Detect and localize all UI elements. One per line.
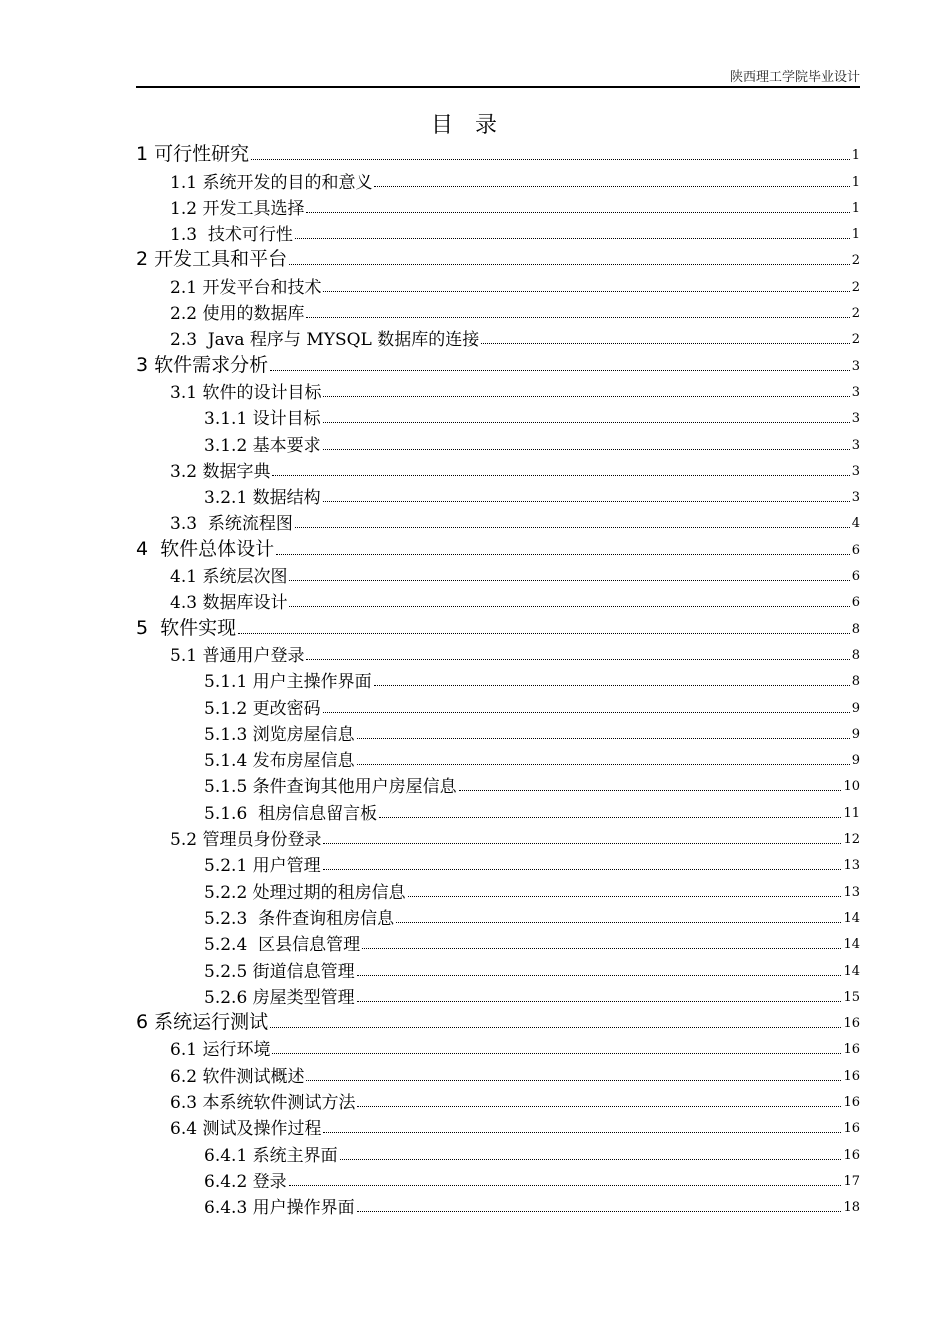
dot-leader	[295, 527, 850, 528]
toc-entry-page: 17	[843, 1173, 860, 1189]
toc-entry-page: 8	[851, 647, 860, 663]
toc-entry-page: 16	[843, 1068, 860, 1084]
toc-entry-title: 5.1.5 条件查询其他用户房屋信息	[204, 777, 457, 798]
toc-entry-title: 1.3 技术可行性	[170, 225, 293, 246]
toc-entry[interactable]	[136, 561, 860, 587]
dot-leader	[306, 1080, 841, 1081]
dot-leader	[323, 501, 850, 502]
toc-entry-page: 16	[843, 1016, 860, 1032]
toc-entry-page: 2	[851, 253, 860, 269]
toc-entry-page: 2	[851, 279, 860, 295]
toc-entry[interactable]	[136, 403, 860, 429]
dot-leader	[379, 817, 841, 818]
dot-leader	[323, 396, 849, 397]
toc-entry[interactable]	[136, 219, 860, 245]
toc-entry-page: 9	[851, 753, 860, 769]
dot-leader	[272, 1053, 841, 1054]
toc-entry-title: 1.1 系统开发的目的和意义	[170, 172, 373, 193]
dot-leader	[323, 449, 850, 450]
toc-entry-title: 1.2 开发工具选择	[170, 198, 305, 219]
toc-entry-page: 16	[843, 1094, 860, 1110]
dot-leader	[306, 212, 849, 213]
toc-entry-title: 6 系统运行测试	[136, 1011, 269, 1034]
toc-entry-title: 4.3 数据库设计	[170, 593, 288, 614]
toc-entry-title: 6.2 软件测试概述	[170, 1066, 305, 1087]
toc-entry-page: 13	[843, 884, 860, 900]
dot-leader	[408, 896, 842, 897]
toc-entry-title: 5.1.4 发布房屋信息	[204, 751, 355, 772]
dot-leader	[396, 922, 841, 923]
dot-leader	[289, 580, 849, 581]
toc-entry-title: 6.3 本系统软件测试方法	[170, 1092, 356, 1113]
toc-entry-title: 5.2.3 条件查询租房信息	[204, 908, 395, 929]
toc-entry-page: 3	[851, 358, 860, 374]
toc-entry-title: 4 软件总体设计	[136, 537, 275, 560]
toc-entry-title: 3.1 软件的设计目标	[170, 382, 322, 403]
toc-entry-title: 5.2.5 街道信息管理	[204, 961, 355, 982]
toc-entry[interactable]	[136, 955, 860, 981]
dot-leader	[323, 843, 841, 844]
dot-leader	[481, 343, 849, 344]
toc-entry[interactable]	[136, 587, 860, 613]
toc-entry[interactable]	[136, 1034, 860, 1060]
dot-leader	[357, 1211, 842, 1212]
toc-entry[interactable]	[136, 982, 860, 1008]
dot-leader	[323, 422, 850, 423]
toc-entry-page: 6	[851, 595, 860, 611]
toc-entry-title: 5.1.6 租房信息留言板	[204, 803, 378, 824]
toc-title: 目录	[430, 113, 519, 138]
toc-entry[interactable]	[136, 692, 860, 718]
toc-entry[interactable]	[136, 534, 860, 560]
toc-entry-title: 6.1 运行环境	[170, 1040, 271, 1061]
dot-leader	[295, 238, 850, 239]
toc-entry-page: 9	[851, 700, 860, 716]
toc-entry-page: 6	[851, 542, 860, 558]
toc-entry-title: 6.4.2 登录	[204, 1171, 287, 1192]
toc-entry[interactable]	[136, 903, 860, 929]
toc-entry-page: 3	[851, 411, 860, 427]
table-of-contents	[136, 140, 860, 1218]
header-rule	[136, 86, 860, 88]
toc-entry-page: 2	[851, 306, 860, 322]
toc-entry[interactable]	[136, 1113, 860, 1139]
toc-entry-page: 4	[851, 516, 860, 532]
dot-leader	[357, 738, 850, 739]
toc-entry-title: 5.1.3 浏览房屋信息	[204, 724, 355, 745]
toc-entry[interactable]	[136, 771, 860, 797]
dot-leader	[289, 264, 850, 265]
toc-entry-title: 3.1.2 基本要求	[204, 435, 321, 456]
toc-entry[interactable]	[136, 193, 860, 219]
toc-entry-title: 5.2.1 用户管理	[204, 856, 321, 877]
toc-entry-page: 11	[843, 805, 860, 821]
dot-leader	[272, 475, 849, 476]
dot-leader	[323, 1132, 841, 1133]
dot-leader	[459, 790, 842, 791]
toc-entry[interactable]	[136, 429, 860, 455]
toc-entry-title: 4.1 系统层次图	[170, 567, 288, 588]
dot-leader	[357, 975, 842, 976]
toc-entry-page: 9	[851, 726, 860, 742]
toc-entry[interactable]	[136, 298, 860, 324]
toc-entry-title: 6.4.1 系统主界面	[204, 1145, 338, 1166]
dot-leader	[357, 1001, 842, 1002]
toc-entry-title: 5.1.1 用户主操作界面	[204, 672, 372, 693]
toc-entry[interactable]	[136, 245, 860, 271]
toc-entry-title: 3 软件需求分析	[136, 353, 269, 376]
dot-leader	[238, 633, 850, 634]
toc-entry-page: 3	[851, 490, 860, 506]
dot-leader	[289, 606, 849, 607]
toc-entry-title: 5.1.2 更改密码	[204, 698, 321, 719]
toc-entry-title: 3.2.1 数据结构	[204, 488, 321, 509]
toc-entry[interactable]	[136, 140, 860, 166]
dot-leader	[374, 685, 850, 686]
toc-entry-page: 8	[851, 674, 860, 690]
toc-entry-page: 18	[843, 1200, 860, 1216]
dot-leader	[251, 159, 850, 160]
toc-entry[interactable]	[136, 350, 860, 376]
toc-entry-title: 2.1 开发平台和技术	[170, 277, 322, 298]
dot-leader	[323, 712, 850, 713]
toc-entry-page: 12	[843, 832, 860, 848]
toc-entry-page: 6	[851, 569, 860, 585]
toc-entry[interactable]	[136, 1060, 860, 1086]
toc-entry-page: 3	[851, 437, 860, 453]
toc-entry-title: 6.4.3 用户操作界面	[204, 1198, 355, 1219]
dot-leader	[323, 291, 849, 292]
toc-entry-page: 14	[843, 963, 860, 979]
toc-entry-title: 2 开发工具和平台	[136, 248, 288, 271]
toc-entry-page: 8	[851, 621, 860, 637]
toc-entry[interactable]	[136, 1087, 860, 1113]
toc-entry-page: 16	[843, 1042, 860, 1058]
toc-entry-title: 6.4 测试及操作过程	[170, 1119, 322, 1140]
toc-entry-title: 1 可行性研究	[136, 143, 250, 166]
dot-leader	[340, 1159, 842, 1160]
toc-entry[interactable]	[136, 1166, 860, 1192]
toc-entry-page: 1	[851, 227, 860, 243]
toc-entry-page: 3	[851, 384, 860, 400]
toc-entry[interactable]	[136, 613, 860, 639]
toc-entry-page: 16	[843, 1121, 860, 1137]
dot-leader	[362, 948, 841, 949]
dot-leader	[306, 317, 849, 318]
toc-entry-page: 1	[851, 148, 860, 164]
toc-entry[interactable]	[136, 1139, 860, 1165]
toc-entry-title: 3.2 数据字典	[170, 461, 271, 482]
dot-leader	[270, 1027, 841, 1028]
toc-entry[interactable]	[136, 456, 860, 482]
toc-entry-title: 3.3 系统流程图	[170, 514, 293, 535]
toc-entry-title: 5 软件实现	[136, 616, 237, 639]
toc-entry-title: 3.1.1 设计目标	[204, 409, 321, 430]
dot-leader	[357, 764, 850, 765]
toc-entry[interactable]	[136, 719, 860, 745]
toc-entry[interactable]	[136, 640, 860, 666]
toc-entry[interactable]	[136, 324, 860, 350]
toc-entry-title: 5.2 管理员身份登录	[170, 830, 322, 851]
toc-entry[interactable]	[136, 797, 860, 823]
dot-leader	[306, 659, 849, 660]
toc-entry[interactable]	[136, 745, 860, 771]
toc-entry-title: 5.1 普通用户登录	[170, 645, 305, 666]
toc-entry[interactable]	[136, 271, 860, 297]
toc-entry-title: 5.2.6 房屋类型管理	[204, 987, 355, 1008]
dot-leader	[289, 1185, 842, 1186]
toc-entry[interactable]	[136, 1008, 860, 1034]
toc-entry-title: 5.2.2 处理过期的租房信息	[204, 882, 406, 903]
toc-entry[interactable]	[136, 482, 860, 508]
toc-entry-page: 15	[843, 989, 860, 1005]
dot-leader	[270, 370, 850, 371]
dot-leader	[374, 186, 849, 187]
dot-leader	[323, 869, 842, 870]
toc-entry[interactable]	[136, 929, 860, 955]
toc-entry-page: 16	[843, 1147, 860, 1163]
toc-entry-title: 2.2 使用的数据库	[170, 304, 305, 325]
toc-entry[interactable]	[136, 876, 860, 902]
toc-entry-page: 13	[843, 858, 860, 874]
toc-entry[interactable]	[136, 1192, 860, 1218]
toc-entry-title: 5.2.4 区县信息管理	[204, 935, 361, 956]
toc-entry-page: 1	[851, 200, 860, 216]
toc-entry-page: 2	[851, 332, 860, 348]
toc-entry-page: 1	[851, 174, 860, 190]
toc-entry-page: 3	[851, 463, 860, 479]
toc-entry[interactable]	[136, 166, 860, 192]
toc-entry[interactable]	[136, 666, 860, 692]
dot-leader	[276, 554, 850, 555]
toc-entry-page: 10	[843, 779, 860, 795]
toc-entry-title: 2.3 Java 程序与 MYSQL 数据库的连接	[170, 330, 480, 351]
dot-leader	[357, 1106, 841, 1107]
toc-entry[interactable]	[136, 850, 860, 876]
toc-entry[interactable]	[136, 377, 860, 403]
toc-entry[interactable]	[136, 508, 860, 534]
toc-entry[interactable]	[136, 824, 860, 850]
toc-entry-page: 14	[843, 910, 860, 926]
page-header: 陕西理工学院毕业设计	[729, 70, 860, 85]
toc-entry-page: 14	[843, 937, 860, 953]
